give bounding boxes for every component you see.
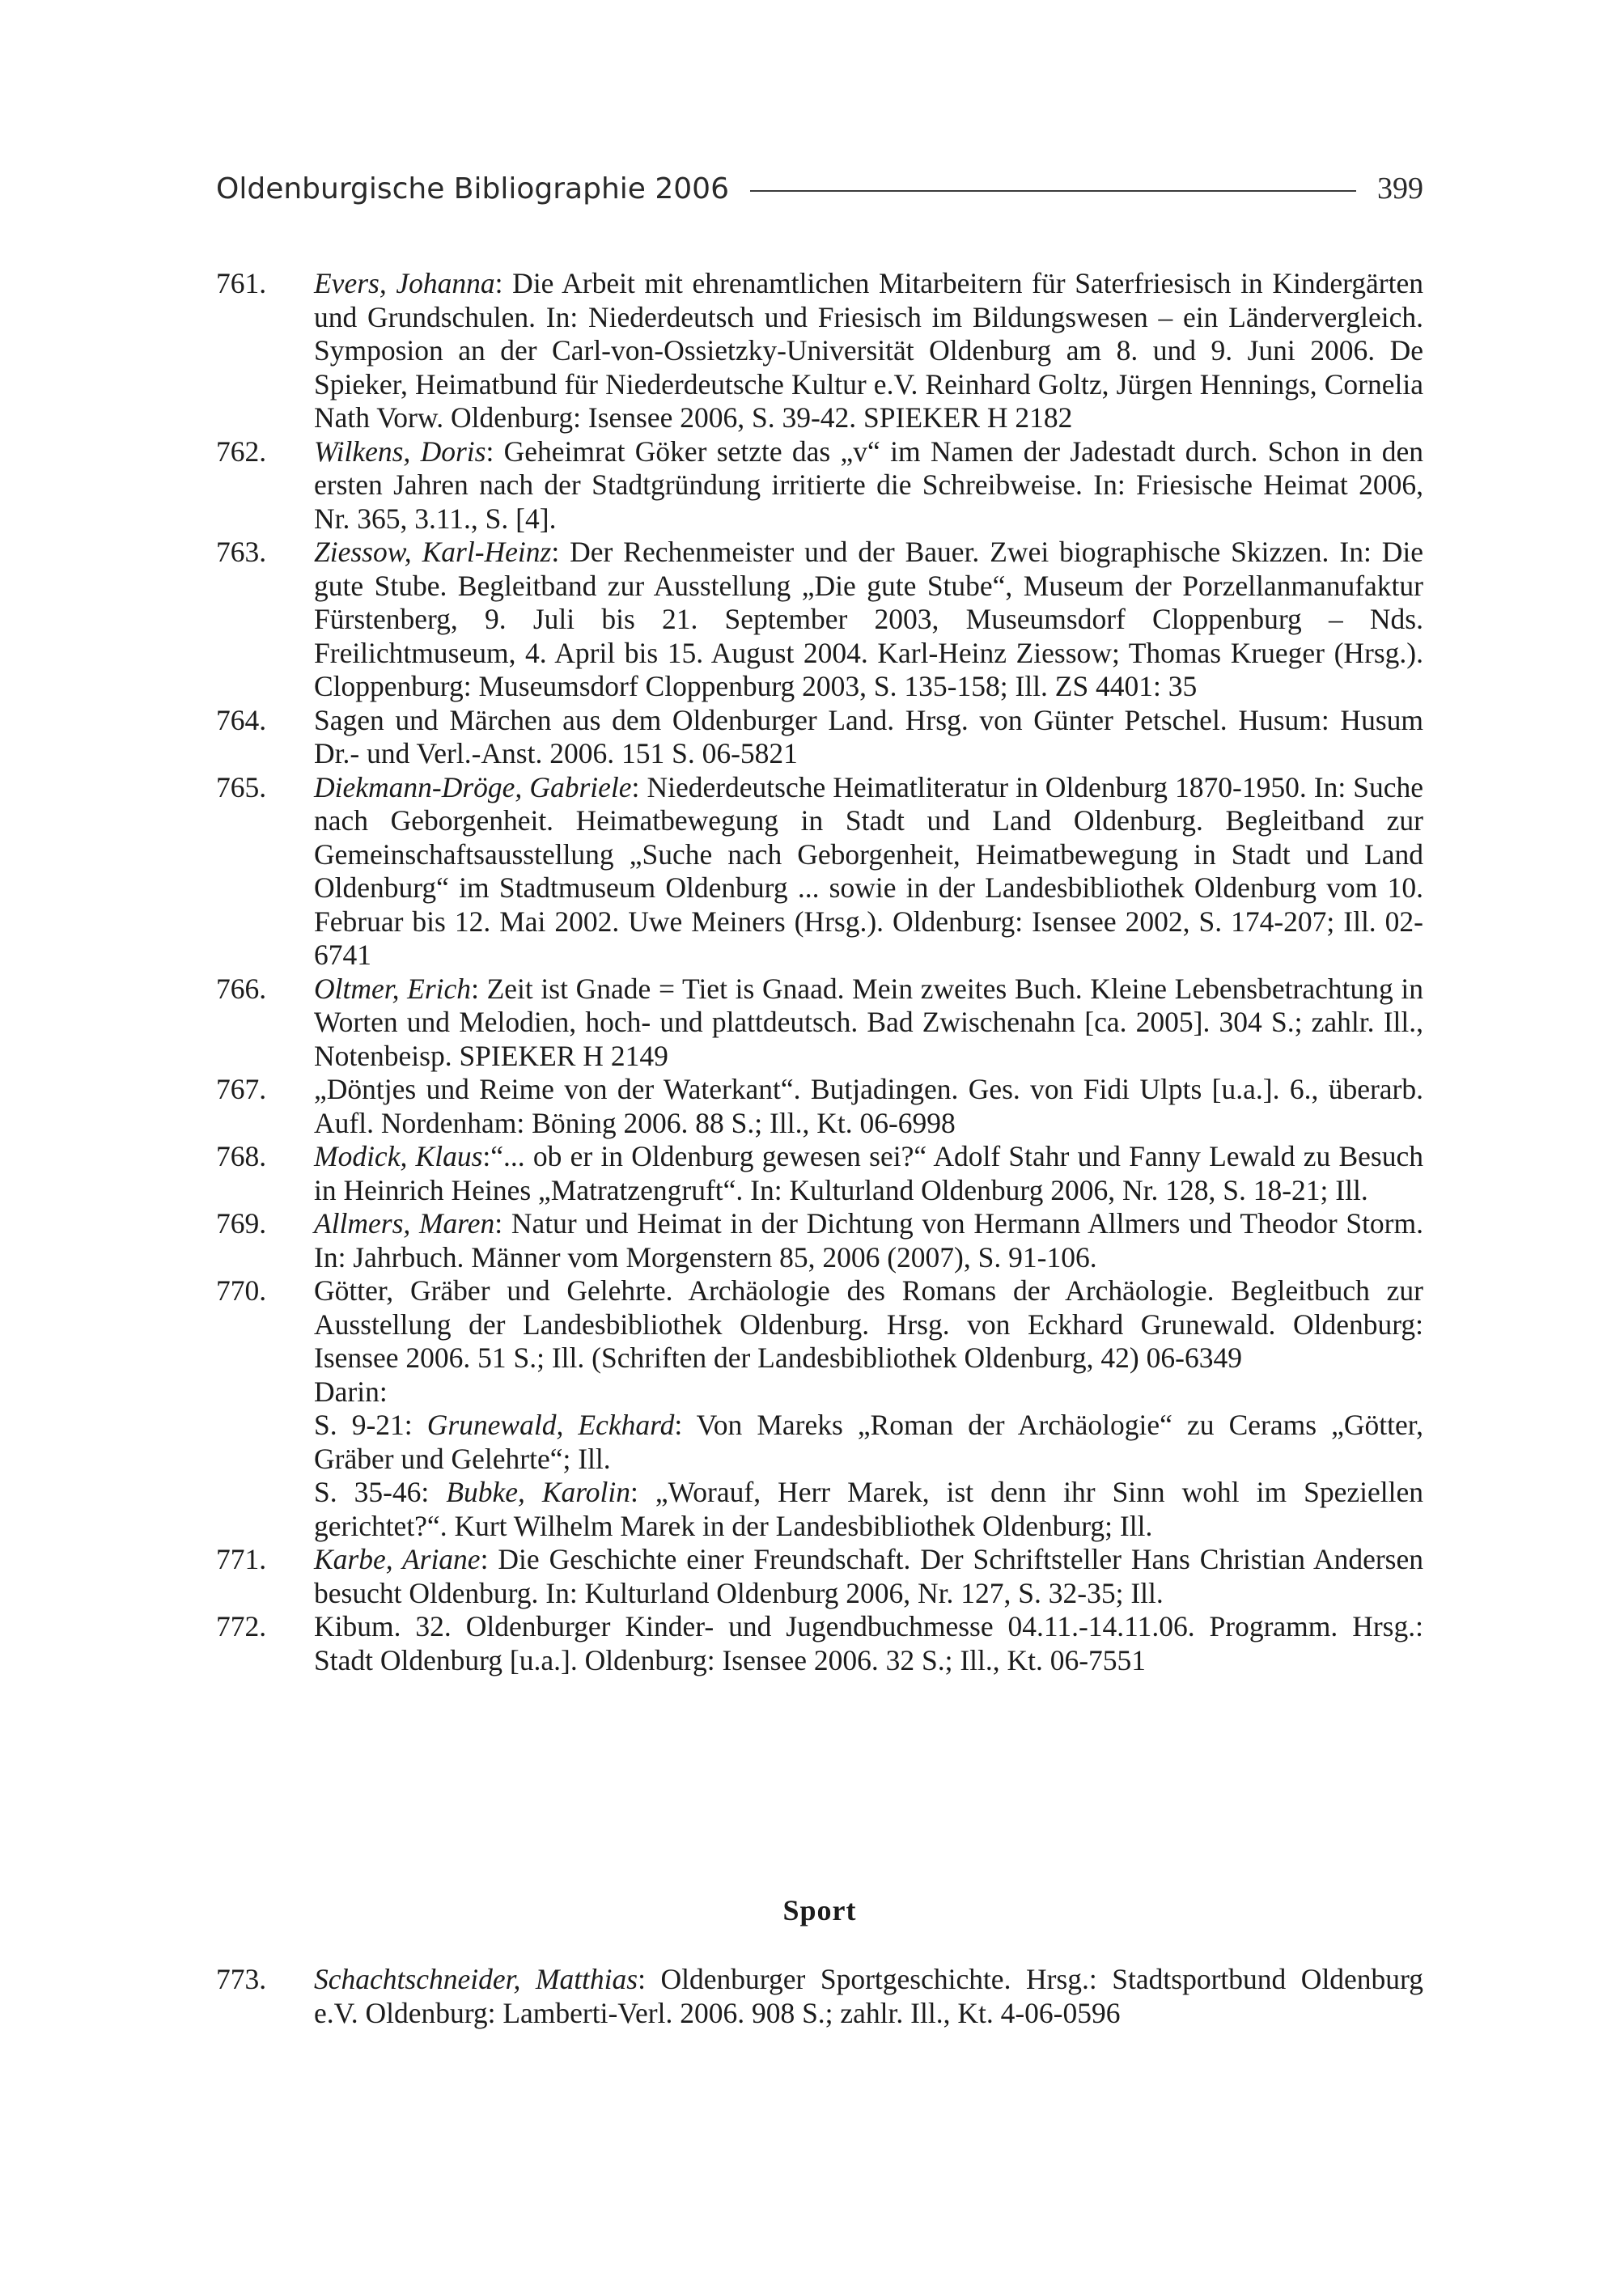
entry-text: : Die Geschichte einer Freundschaft. Der Schriftsteller Hans Christian Andersen besucht Oldenburg. In: Kulturland Oldenburg 2006, Nr. 127, S. 32-35; Ill.	[314, 1543, 1423, 1609]
entry-number: 771.	[216, 1543, 267, 1575]
entry-762	[216, 435, 1423, 536]
entry-body	[314, 1073, 1423, 1140]
entry-number: 764.	[216, 703, 267, 736]
entry-body	[314, 536, 1423, 704]
entry-author: Karbe, Ariane	[314, 1543, 481, 1575]
entry-text: :“... ob er in Oldenburg gewesen sei?“ Adolf Stahr und Fanny Lewald zu Besuch in Heinrich Heines „Matratzengruft“. In: Kulturland Oldenburg 2006, Nr. 128, S. 18-21; Ill.	[314, 1140, 1423, 1206]
entry-body	[314, 1207, 1423, 1274]
entry-body	[314, 771, 1423, 973]
sub-entry-1	[314, 1409, 1423, 1476]
entry-767	[216, 1073, 1423, 1140]
entry-text: Götter, Gräber und Gelehrte. Archäologie des Romans der Archäologie. Begleitbuch zur Ausstellung der Landesbibliothek Oldenburg. Hrsg. von Eckhard Grunewald. Oldenburg: Isensee 2006. 51 S.; Ill. (Schriften der Landesbibliothek Oldenburg, 42) 06-6349	[314, 1274, 1423, 1374]
entry-body	[314, 704, 1423, 771]
sub-entry-2	[314, 1476, 1423, 1543]
sub-entry-text: : „Worauf, Herr Marek, ist denn ihr Sinn wohl im Speziellen gerichtet?“. Kurt Wilhelm Marek in der Landesbibliothek Oldenburg; Ill.	[314, 1476, 1423, 1542]
entry-author: Modick, Klaus	[314, 1140, 483, 1172]
entry-author: Ziessow, Karl-Heinz	[314, 536, 552, 568]
entry-text: : Zeit ist Gnade = Tiet is Gnaad. Mein zweites Buch. Kleine Lebensbetrachtung in Worten und Melodien, hoch- und plattdeutsch. Bad Zwischenahn [ca. 2005]. 304 S.; zahlr. Ill., Notenbeisp. SPIEKER H 2149	[314, 972, 1423, 1072]
sub-entry-pages: S. 9-21:	[314, 1409, 427, 1441]
entry-text: „Döntjes und Reime von der Waterkant“. Butjadingen. Ges. von Fidi Ulpts [u.a.]. 6., überarb. Aufl. Nordenham: Böning 2006. 88 S.; Ill., Kt. 06-6998	[314, 1073, 1423, 1139]
entry-author: Wilkens, Doris	[314, 434, 486, 468]
entry-body	[314, 1963, 1423, 2030]
header-rule	[750, 190, 1356, 192]
entry-number: 766.	[216, 972, 267, 1005]
entry-number: 768.	[216, 1140, 267, 1172]
entry-author: Diekmann-Dröge, Gabriele	[314, 770, 632, 803]
header-title: Oldenburgische Bibliographie 2006	[216, 172, 729, 206]
entry-author: Evers, Johanna	[314, 267, 495, 299]
entry-773	[216, 1963, 1423, 2030]
sub-entry-author: Grunewald, Eckhard	[426, 1409, 675, 1441]
entry-body	[314, 1140, 1423, 1207]
entry-number: 772.	[216, 1610, 267, 1642]
entry-body	[314, 1274, 1423, 1543]
entry-number: 767.	[216, 1073, 267, 1105]
entry-body	[314, 973, 1423, 1074]
entry-769	[216, 1207, 1423, 1274]
entry-text: : Der Rechenmeister und der Bauer. Zwei biographische Skizzen. In: Die gute Stube. Begleitband zur Ausstellung „Die gute Stube“, Museum der Porzellanmanufaktur Fürstenberg, 9. Juli bis 21. September 2003, Museumsdorf Cloppenburg – Nds. Freilichtmuseum, 4. April bis 15. August 2004. Karl-Heinz Ziessow; Thomas Krueger (Hrsg.). Cloppenburg: Museumsdorf Cloppenburg 2003, S. 135-158; Ill. ZS 4401: 35	[314, 536, 1423, 702]
sub-entry-text: : Von Mareks „Roman der Archäologie“ zu Cerams „Götter, Gräber und Gelehrte“; Ill.	[314, 1409, 1423, 1475]
entry-text: : Die Arbeit mit ehrenamtlichen Mitarbeitern für Saterfriesisch in Kindergärten und Grundschulen. In: Niederdeutsch und Friesisch im Bildungswesen – ein Ländervergleich. Symposion an der Carl-von-Ossietzky-Universität Oldenburg am 8. und 9. Juni 2006. De Spieker, Heimatbund für Niederdeutsche Kultur e.V. Reinhard Goltz, Jürgen Hennings, Cornelia Nath Vorw. Oldenburg: Isensee 2006, S. 39-42. SPIEKER H 2182	[314, 267, 1423, 434]
bibliography-entries	[216, 267, 1423, 1677]
entry-author: Oltmer, Erich	[314, 972, 472, 1005]
entry-text: : Oldenburger Sportgeschichte. Hrsg.: Stadtsportbund Oldenburg e.V. Oldenburg: Lamberti-Verl. 2006. 908 S.; zahlr. Ill., Kt. 4-06-0596	[314, 1963, 1423, 2029]
entry-author: Allmers, Maren	[314, 1207, 495, 1240]
page-number: 399	[1377, 172, 1423, 206]
entry-772	[216, 1610, 1423, 1677]
entry-number: 770.	[216, 1274, 267, 1307]
entry-number: 761.	[216, 267, 267, 299]
entry-766	[216, 973, 1423, 1074]
darin-label: Darin:	[314, 1375, 388, 1408]
sub-entry-author: Bubke, Karolin	[446, 1476, 631, 1508]
entry-764	[216, 704, 1423, 771]
section-heading: Sport	[782, 1894, 857, 1926]
entry-body	[314, 267, 1423, 435]
sport-entries	[216, 1963, 1423, 2030]
entry-body	[314, 1610, 1423, 1677]
entry-author: Schachtschneider, Matthias	[314, 1963, 638, 1995]
entry-number: 763.	[216, 536, 267, 568]
entry-771	[216, 1543, 1423, 1610]
entry-770	[216, 1274, 1423, 1543]
entry-761	[216, 267, 1423, 435]
entry-768	[216, 1140, 1423, 1207]
entry-number: 769.	[216, 1207, 267, 1240]
sub-entry-pages: S. 35-46:	[314, 1476, 447, 1508]
entry-number: 762.	[216, 434, 267, 468]
running-header	[216, 166, 1423, 211]
entry-763	[216, 536, 1423, 704]
entry-text: Kibum. 32. Oldenburger Kinder- und Jugendbuchmesse 04.11.-14.11.06. Programm. Hrsg.: Stadt Oldenburg [u.a.]. Oldenburg: Isensee 2006. 32 S.; Ill., Kt. 06-7551	[314, 1610, 1423, 1676]
entry-body	[314, 435, 1423, 536]
entry-765	[216, 771, 1423, 973]
entry-number: 773.	[216, 1963, 267, 1995]
entry-number: 765.	[216, 770, 267, 803]
entry-text: : Niederdeutsche Heimatliteratur in Oldenburg 1870-1950. In: Suche nach Geborgenheit. Heimatbewegung in Stadt und Land Oldenburg. Begleitband zur Gemeinschaftsausstellung „Suche nach Geborgenheit, Heimatbewegung in Stadt und Land Oldenburg“ im Stadtmuseum Oldenburg ... sowie in der Landesbibliothek Oldenburg vom 10. Februar bis 12. Mai 2002. Uwe Meiners (Hrsg.). Oldenburg: Isensee 2002, S. 174-207; Ill. 02-6741	[314, 770, 1424, 971]
entry-text: : Geheimrat Göker setzte das „v“ im Namen der Jadestadt durch. Schon in den ersten Jahren nach der Stadtgründung irritierte die Schreibweise. In: Friesische Heimat 2006, Nr. 365, 3.11., S. [4].	[314, 434, 1423, 535]
entry-text: : Natur und Heimat in der Dichtung von Hermann Allmers und Theodor Storm. In: Jahrbuch. Männer vom Morgenstern 85, 2006 (2007), S. 91-106.	[314, 1207, 1423, 1274]
entry-text: Sagen und Märchen aus dem Oldenburger Land. Hrsg. von Günter Petschel. Husum: Husum Dr.- und Verl.-Anst. 2006. 151 S. 06-5821	[314, 703, 1423, 769]
entry-body	[314, 1543, 1423, 1610]
